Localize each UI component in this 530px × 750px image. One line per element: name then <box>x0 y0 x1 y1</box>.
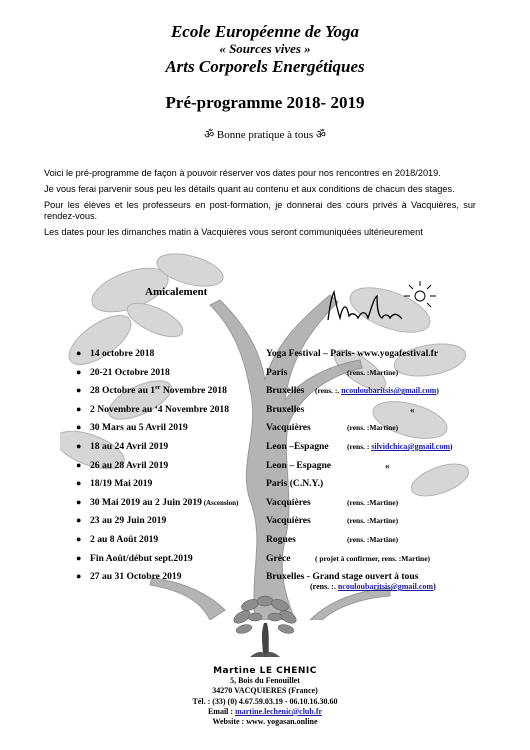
event-place: Vacquières <box>266 496 311 508</box>
event-note <box>310 582 436 591</box>
event-note-end: ) <box>450 441 453 451</box>
school-tagline: Arts Corporels Energétiques <box>165 57 365 76</box>
tree-logo-image <box>230 595 300 657</box>
contact-phone: Tél. : (33) (0) 4.67.59.03.19 - 06.10.16.30.60 <box>192 696 338 706</box>
event-date: 2 Novembre au ‘4 Novembre 2018 <box>90 403 230 415</box>
event-date: 27 au 31 Octobre 2019 <box>90 571 182 583</box>
event-place: Paris (C.N.Y.) <box>266 478 324 490</box>
document-header <box>0 22 530 76</box>
list-item <box>70 348 490 367</box>
event-list <box>70 348 490 595</box>
list-item <box>70 553 490 572</box>
event-date: 2 au 8 Août 2019 <box>90 533 159 545</box>
list-item <box>70 404 490 423</box>
list-item <box>70 367 490 386</box>
program-title: Pré-programme 2018- 2019 <box>165 93 365 112</box>
event-place: Vacquières <box>266 515 311 527</box>
list-item <box>70 534 490 553</box>
bullet-icon: ● <box>76 533 82 544</box>
event-place: Grèce <box>266 552 291 564</box>
event-note-end: ) <box>433 582 436 592</box>
event-note-end: ) <box>436 386 439 396</box>
contact-website: Website : www. yogasan.online <box>212 717 318 727</box>
event-note <box>315 386 439 395</box>
event-date: 18 au 24 Avril 2019 <box>90 440 169 452</box>
bullet-icon: ● <box>76 571 82 582</box>
list-item <box>70 571 490 595</box>
list-item <box>70 478 490 497</box>
event-note: (rens. :Martine) <box>347 497 399 507</box>
greeting-text: Bonne pratique à tous <box>216 129 314 141</box>
event-note: (rens. :Martine) <box>347 534 399 544</box>
event-place: Yoga Festival – Paris- www.yogafestival.fr <box>266 348 439 359</box>
event-date-suffix: er <box>155 385 161 392</box>
event-date <box>90 385 227 396</box>
event-date: 18/19 Mai 2019 <box>90 478 153 490</box>
event-date-text: 30 Mai 2019 au 2 Juin 2019 <box>90 496 202 508</box>
closing-text: Amicalement <box>145 286 208 298</box>
email-label: Email : <box>207 706 236 716</box>
event-note: (rens. :Martine) <box>347 423 399 433</box>
bullet-icon: ● <box>76 552 82 563</box>
intro-paragraph: Les dates pour les dimanches matin à Vacquières vous seront communiquées ultérieurement <box>44 227 423 237</box>
bullet-icon: ● <box>76 403 82 414</box>
event-place: Leon – Espagne <box>266 459 332 471</box>
bullet-icon: ● <box>76 422 82 433</box>
intro-text <box>44 168 476 243</box>
contact-email <box>0 707 530 717</box>
event-note-text: (rens. : <box>347 441 372 451</box>
event-date-end: Novembre 2018 <box>160 385 227 397</box>
om-icon: ॐ <box>204 128 215 141</box>
intro-paragraph: Voici le pré-programme de façon à pouvoir réserver vos dates pour nos rencontres en 2018/2019. <box>44 168 441 178</box>
event-date-start: 28 Octobre au 1 <box>90 385 156 397</box>
event-note: (rens. :Martine) <box>347 516 399 526</box>
event-note <box>347 442 453 451</box>
list-item <box>70 497 490 516</box>
bullet-icon: ● <box>76 515 82 526</box>
bullet-icon: ● <box>76 385 82 396</box>
email-link[interactable]: silvidchica@gmail.com <box>371 441 451 451</box>
event-note: (rens. :Martine) <box>347 367 399 377</box>
bullet-icon: ● <box>76 478 82 489</box>
email-link[interactable]: ncouloubaritsis@gmail.com <box>337 582 434 592</box>
event-place: Bruxelles - Grand stage ouvert à tous <box>266 571 419 583</box>
handwritten-signature <box>322 276 442 332</box>
event-note: « <box>410 404 415 415</box>
school-name: Ecole Européenne de Yoga <box>170 22 360 41</box>
om-icon: ॐ <box>315 128 326 141</box>
event-note-text: (rens. :. <box>315 386 342 396</box>
list-item <box>70 441 490 460</box>
event-date-note: (Ascension) <box>201 498 239 507</box>
event-date: 20-21 Octobre 2018 <box>90 366 170 378</box>
email-link[interactable]: martine.lechenic@club.fr <box>235 706 323 716</box>
contact-footer <box>0 666 530 727</box>
bullet-icon: ● <box>76 348 82 358</box>
event-place: Vacquières <box>266 422 311 434</box>
list-item <box>70 460 490 479</box>
bullet-icon: ● <box>76 459 82 470</box>
event-note-text: (rens. :. <box>310 582 338 592</box>
greeting-line <box>0 127 530 142</box>
event-note: « <box>385 460 390 471</box>
contact-address: 5, Bois du Fenouillet <box>230 676 300 686</box>
event-date: Fin Août/début sept.2019 <box>90 552 193 564</box>
event-place: Paris <box>266 366 288 378</box>
bullet-icon: ● <box>76 440 82 451</box>
list-item <box>70 385 490 404</box>
intro-paragraph: Pour les élèves et les professeurs en post-formation, je donnerai des cours privés à Vacquières, sur rendez-vous. <box>44 200 476 221</box>
bullet-icon: ● <box>76 366 82 377</box>
event-place: Leon –Espagne <box>266 440 329 452</box>
event-place: Rogues <box>266 533 296 545</box>
event-date: 26 au 28 Avril 2019 <box>90 459 169 471</box>
event-date <box>90 497 238 508</box>
event-note: ( projet à confirmer, rens. :Martine) <box>315 553 431 563</box>
list-item <box>70 515 490 534</box>
list-item <box>70 422 490 441</box>
contact-city: 34270 VACQUIERES (France) <box>212 686 318 696</box>
event-place: Bruxelles <box>266 403 305 415</box>
event-date: 14 octobre 2018 <box>90 348 155 359</box>
bullet-icon: ● <box>76 496 82 507</box>
intro-paragraph: Je vous ferai parvenir sous peu les détails quant au contenu et aux conditions de chacun des stages. <box>44 184 455 194</box>
email-link[interactable]: ncouloubaritsis@gmail.com <box>341 386 437 396</box>
school-subtitle: « Sources vives » <box>219 41 311 56</box>
event-date: 23 au 29 Juin 2019 <box>90 515 167 527</box>
contact-name: Martine LE CHENIC <box>213 666 317 676</box>
event-place: Bruxelles <box>266 385 305 397</box>
event-date: 30 Mars au 5 Avril 2019 <box>90 422 188 434</box>
